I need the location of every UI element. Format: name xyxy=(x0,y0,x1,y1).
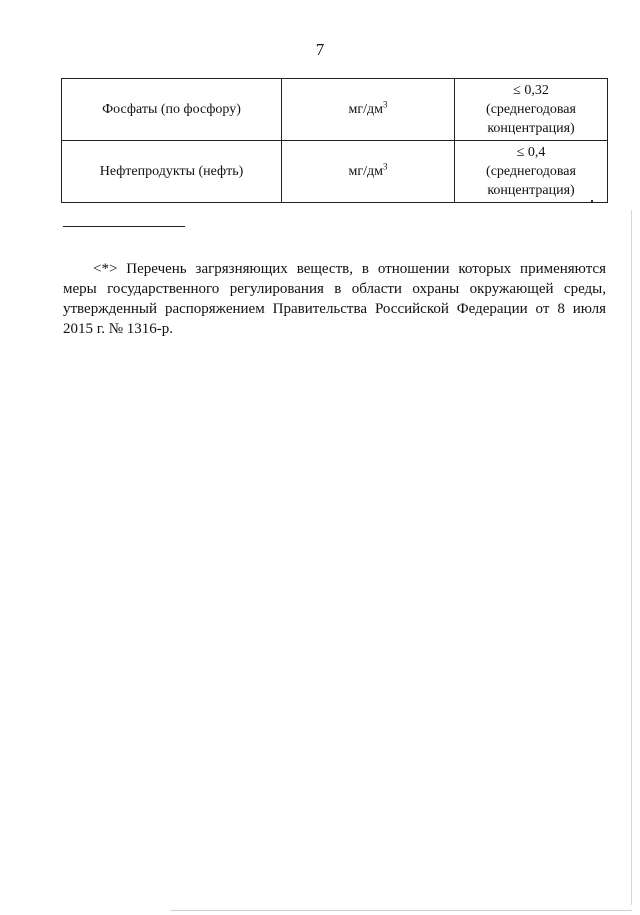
substance-cell xyxy=(62,141,282,203)
table-row xyxy=(62,79,608,141)
substance-name: Нефтепродукты (нефть) xyxy=(99,164,244,179)
unit-exponent: 3 xyxy=(382,99,388,110)
unit-text: мг/дм xyxy=(348,102,383,117)
unit-cell xyxy=(282,79,455,141)
limit-cell xyxy=(455,141,608,203)
scan-edge xyxy=(170,910,632,911)
limit-cell xyxy=(455,79,608,141)
unit-text: мг/дм xyxy=(348,164,383,179)
pollutant-table xyxy=(61,78,608,203)
unit-cell xyxy=(282,141,455,203)
page-number: 7 xyxy=(315,40,325,59)
limit-note: концентрация) xyxy=(487,121,575,136)
limit-note: концентрация) xyxy=(487,183,575,198)
limit-value: ≤ 0,4 xyxy=(516,145,546,160)
scan-speck xyxy=(591,200,593,202)
scan-edge xyxy=(631,210,632,905)
limit-note: (среднегодовая xyxy=(486,102,576,117)
footnote: <*> Перечень загрязняющих веществ, в отношении которых применяются меры государственного регулирования в области охраны окружающей среды, утвержденный распоряжением Правительства Российской Федерации от 8 июля 2015 г. № 1316-р. xyxy=(63,261,606,337)
limit-value: ≤ 0,32 xyxy=(513,83,549,98)
table-row xyxy=(62,141,608,203)
limit-note: (среднегодовая xyxy=(486,164,576,179)
footnote-separator xyxy=(63,226,185,227)
unit-exponent: 3 xyxy=(382,161,388,172)
substance-cell xyxy=(62,79,282,141)
substance-name: Фосфаты (по фосфору) xyxy=(102,102,241,117)
